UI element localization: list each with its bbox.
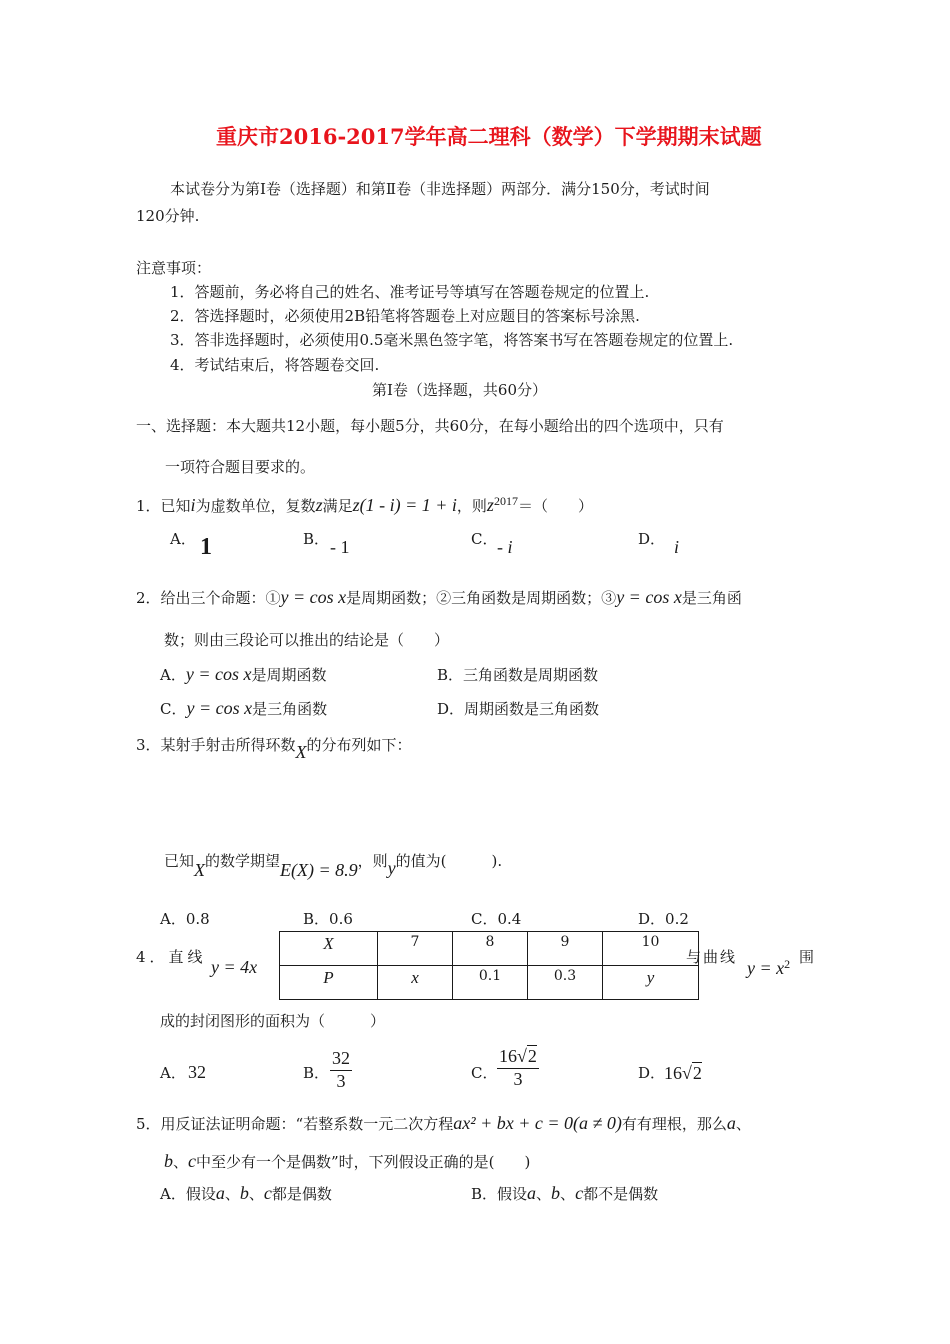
- q5-a: a: [726, 1113, 736, 1133]
- table-cell: x: [378, 966, 453, 1000]
- table-row: [280, 966, 699, 1000]
- table-cell: X: [280, 932, 378, 966]
- q3-cond-text-2: 的数学期望: [205, 852, 281, 870]
- intro-line-1: 本试卷分为第Ⅰ卷（选择题）和第Ⅱ卷（非选择题）两部分．满分150分，考试时间: [170, 180, 710, 198]
- table-row: [280, 932, 699, 966]
- q5-option-b-sep-2: 、: [560, 1185, 576, 1203]
- q1-text-2: 为虚数单位，复数: [195, 497, 316, 515]
- q1-option-a-label: A．: [170, 530, 196, 548]
- q2-option-c-label: C．: [160, 700, 187, 718]
- table-cell: 0.3: [528, 966, 603, 1000]
- q4-option-a-value: 32: [188, 1062, 206, 1082]
- q2-option-c-text: 是三角函数: [252, 700, 328, 718]
- q4-option-a-label: A．: [160, 1064, 186, 1082]
- q3-expectation: E(X) = 8.9: [280, 860, 358, 880]
- q3-text-1: 3．某射手射击所得环数: [136, 736, 296, 754]
- q2-text-2: 是周期函数；②三角函数是周期函数；③: [346, 589, 617, 607]
- table-cell: 10: [603, 932, 699, 966]
- q5-option-a: [160, 1183, 332, 1205]
- q1-option-d-label: D．: [638, 530, 666, 548]
- intro-line-2: 120分钟.: [136, 207, 200, 225]
- q3-cond-y: y: [387, 858, 396, 878]
- q2-text-3: 是三角函: [681, 589, 742, 607]
- q4-curve: [747, 957, 790, 980]
- q5-option-b-sep-1: 、: [536, 1185, 552, 1203]
- q5-text-5: 中至少有一个是偶数”时，下列假设正确的是( ): [196, 1153, 531, 1171]
- notice-item-3: 3．答非选择题时，必须使用0.5毫米黑色签字笔，将答案书写在答题卷规定的位置上.: [170, 331, 734, 349]
- notice-heading: 注意事项：: [136, 259, 212, 277]
- q1-i: i: [190, 495, 196, 515]
- q4-text-2: 与曲线: [686, 948, 738, 966]
- q5-equation: ax² + bx + c = 0(a ≠ 0): [453, 1113, 622, 1133]
- q3-x: X: [295, 742, 307, 762]
- q1-option-a-value: 1: [200, 534, 212, 560]
- q5-option-a-b: b: [239, 1183, 249, 1203]
- table-cell: 9: [528, 932, 603, 966]
- q5-text-3: 、: [735, 1115, 751, 1133]
- q1-option-c-value: - i: [497, 537, 513, 557]
- q5-option-b-b: b: [551, 1183, 561, 1203]
- notice-item-1: 1．答题前，务必将自己的姓名、准考证号等填写在答题卷规定的位置上.: [170, 283, 650, 301]
- q1-text-4: ，则: [456, 497, 487, 515]
- question-2: [136, 587, 742, 609]
- q3-text-2: 的分布列如下：: [306, 736, 412, 754]
- q5-text-4: 、: [173, 1153, 189, 1171]
- q4-option-b-numerator: 32: [330, 1048, 352, 1071]
- page-title: 重庆市2016-2017学年高二理科（数学）下学期期末试题: [216, 124, 762, 149]
- q1-z-power: z: [486, 495, 494, 515]
- q1-exponent: 2017: [493, 494, 518, 508]
- q3-cond-text-4: 的值为( ).: [395, 852, 503, 870]
- q5-text-1: 5．用反证法证明命题：“若整系数一元二次方程: [136, 1115, 454, 1133]
- q3-option-c: C．0.4: [471, 910, 522, 928]
- q2-option-a-label: A．: [160, 666, 186, 684]
- part1-heading: 第Ⅰ卷（选择题，共60分）: [372, 381, 548, 399]
- q2-option-b: B．三角函数是周期函数: [437, 666, 599, 684]
- question-5: [136, 1113, 751, 1135]
- q4-option-c-denominator: 3: [513, 1068, 523, 1089]
- q5-option-b-c: c: [575, 1183, 584, 1203]
- q1-z: z: [315, 495, 323, 515]
- q2-option-a: [160, 664, 326, 686]
- q4-curve-expr: y = x: [747, 958, 785, 978]
- q2-option-a-expr: y = cos x: [185, 664, 252, 684]
- q2-option-a-text: 是周期函数: [251, 666, 327, 684]
- q5-option-b-a: a: [527, 1183, 537, 1203]
- q4-option-d-coef: 16: [664, 1063, 682, 1083]
- q5-text-2: 有有理根，那么: [621, 1115, 727, 1133]
- q5-option-a-sep-1: 、: [224, 1185, 240, 1203]
- q2-line-2: 数；则由三段论可以推出的结论是（ ）: [164, 631, 450, 649]
- q4-option-c-numerator: 16√2: [497, 1046, 539, 1069]
- q2-option-c-expr: y = cos x: [186, 698, 253, 718]
- table-cell: 0.1: [453, 966, 528, 1000]
- q4-line-2: 成的封闭图形的面积为（ ）: [160, 1012, 386, 1030]
- q4-option-c-radicand: 2: [527, 1046, 537, 1066]
- section1-line-2: 一项符合题目要求的。: [165, 458, 316, 476]
- q3-option-b: B．0.6: [303, 910, 353, 928]
- q5-b: b: [164, 1151, 173, 1171]
- question-3: [136, 734, 412, 762]
- q5-option-a-text: 都是偶数: [271, 1185, 332, 1203]
- section1-line-1: 一、选择题：本大题共12小题，每小题5分，共60分，在每小题给出的四个选项中，只有: [136, 417, 724, 435]
- q4-option-d-radicand: 2: [692, 1063, 702, 1083]
- table-cell: y: [603, 966, 699, 1000]
- q3-cond-x: X: [194, 860, 206, 880]
- q5-line-2: [164, 1151, 530, 1173]
- q2-option-d: D．周期函数是三角函数: [437, 700, 600, 718]
- q5-option-a-a: a: [215, 1183, 225, 1203]
- q4-option-c-fraction: [497, 1046, 539, 1090]
- q5-option-a-label: A．假设: [160, 1185, 216, 1203]
- notice-item-2: 2．答选择题时，必须使用2B铅笔将答题卷上对应题目的答案标号涂黑.: [170, 307, 640, 325]
- q4-option-b-label: B．: [303, 1064, 330, 1082]
- q5-c: c: [188, 1151, 197, 1171]
- distribution-table: [279, 931, 699, 1000]
- q1-condition: z(1 - i) = 1 + i: [352, 495, 457, 515]
- q2-expr-1: y = cos x: [280, 587, 347, 607]
- q2-option-c: [160, 698, 327, 720]
- q3-option-d: D．0.2: [638, 910, 689, 928]
- q4-option-c-coef: 16: [499, 1046, 517, 1066]
- q4-option-d-value: 16√2: [664, 1063, 702, 1083]
- q5-option-b-text: 都不是偶数: [583, 1185, 659, 1203]
- q1-text-3: 满足: [322, 497, 353, 515]
- q4-text-1: 4．直线: [136, 948, 207, 966]
- notice-item-4: 4．考试结束后，将答题卷交回.: [170, 356, 380, 374]
- q3-option-a: A．0.8: [160, 910, 210, 928]
- q2-expr-2: y = cos x: [616, 587, 682, 607]
- table-cell: 7: [378, 932, 453, 966]
- q4-option-b-denominator: 3: [336, 1070, 346, 1091]
- q3-condition: [164, 850, 503, 880]
- q4-option-b-fraction: [330, 1048, 352, 1092]
- question-1: [136, 494, 593, 517]
- q4-option-c-label: C．: [471, 1064, 498, 1082]
- table-cell: P: [280, 966, 378, 1000]
- q3-cond-text-3: ，则: [357, 852, 388, 870]
- q1-option-b-value: - 1: [330, 537, 350, 557]
- q4-option-d-label: D．: [638, 1064, 666, 1082]
- q4-curve-exponent: 2: [784, 957, 791, 971]
- table-cell: 8: [453, 932, 528, 966]
- q1-option-c-label: C．: [471, 530, 498, 548]
- q5-option-b: [471, 1183, 658, 1205]
- q5-option-a-sep-2: 、: [248, 1185, 264, 1203]
- q5-option-a-c: c: [263, 1183, 272, 1203]
- q3-cond-text-1: 已知: [164, 852, 195, 870]
- q4-text-3: 围: [799, 948, 815, 966]
- q1-text-1: 1．已知: [136, 497, 191, 515]
- q1-text-5: ＝（ ）: [517, 497, 593, 515]
- q5-option-b-label: B．假设: [471, 1185, 528, 1203]
- q4-line-expr: y = 4x: [211, 957, 258, 977]
- q1-option-d-value: i: [674, 537, 680, 557]
- q2-text-1: 2．给出三个命题：①: [136, 589, 281, 607]
- q1-option-b-label: B．: [303, 530, 330, 548]
